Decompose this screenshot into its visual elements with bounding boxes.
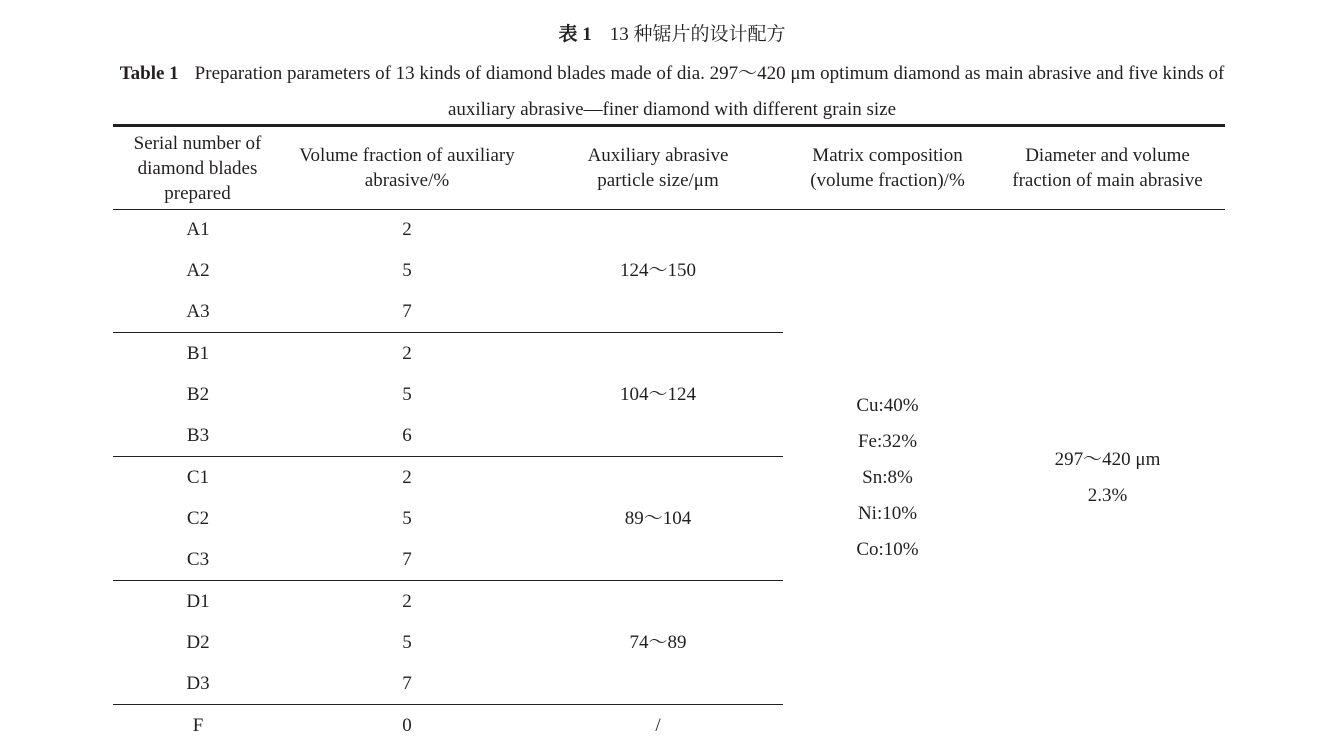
table-top-rule	[113, 124, 1225, 127]
table-row-b1-volume: 2	[402, 343, 412, 364]
matrix-sn: Sn:8%	[862, 467, 913, 488]
header-serial-number: Serial number of diamond blades prepared	[133, 132, 262, 204]
main-abrasive-cell	[995, 442, 1220, 514]
table-row-a1-serial: A1	[186, 219, 210, 240]
header-particle-size: Auxiliary abrasive particle size/μm	[587, 145, 729, 191]
table-row-c1-volume: 2	[402, 467, 412, 488]
table-caption-chinese	[0, 20, 1344, 50]
table-row-a2-volume: 5	[402, 260, 412, 281]
matrix-ni: Ni:10%	[857, 503, 918, 524]
table-title-english: Preparation parameters of 13 kinds of diamond blades made of dia. 297～420 μm optimum diamond as main abrasive and five kinds of auxiliary abrasive—finer diamond with different grain size	[194, 63, 1225, 120]
matrix-composition-cell	[790, 388, 985, 568]
header-volume-fraction: Volume fraction of auxiliary abrasive/%	[299, 145, 515, 191]
group-divider-b	[113, 456, 783, 457]
table-row-d2-serial: D2	[186, 632, 210, 653]
table-row-c3-volume: 7	[402, 549, 412, 570]
table-row-f-serial: F	[192, 715, 204, 736]
table-row-c3-serial: C3	[186, 549, 210, 570]
table-row-c2-serial: C2	[186, 508, 210, 529]
table-row-c2-volume: 5	[402, 508, 412, 529]
matrix-co: Co:10%	[856, 539, 919, 560]
group-c-particle-size: 89～104	[624, 508, 692, 529]
group-divider-c	[113, 580, 783, 581]
group-a-particle-size: 124～150	[619, 260, 696, 281]
table-row-b3-volume: 6	[402, 425, 412, 446]
table-row-c1-serial: C1	[186, 467, 210, 488]
group-divider-a	[113, 332, 783, 333]
table-row-d3-serial: D3	[186, 673, 210, 694]
table-row-a2-serial: A2	[186, 260, 210, 281]
matrix-cu: Cu:40%	[856, 395, 919, 416]
group-f-particle-size: /	[655, 715, 661, 736]
table-row-a3-volume: 7	[402, 301, 412, 322]
main-abrasive-diameter: 297～420 μm	[1054, 449, 1161, 470]
table-row-a3-serial: A3	[186, 301, 210, 322]
table-row-d3-volume: 7	[402, 673, 412, 694]
group-b-particle-size: 104～124	[619, 384, 696, 405]
table-row-d2-volume: 5	[402, 632, 412, 653]
table-label-chinese: 表 1	[558, 24, 592, 45]
table-label-english: Table 1	[119, 63, 179, 84]
group-divider-d	[113, 704, 783, 705]
table-row-a1-volume: 2	[402, 219, 412, 240]
table-row-b2-serial: B2	[186, 384, 210, 405]
header-main-abrasive: Diameter and volume fraction of main abrasive	[1012, 145, 1203, 191]
main-abrasive-volume: 2.3%	[1087, 485, 1128, 506]
table-row-b2-volume: 5	[402, 384, 412, 405]
header-matrix-composition: Matrix composition (volume fraction)/%	[810, 145, 965, 191]
table-row-b3-serial: B3	[186, 425, 210, 446]
table-row-d1-volume: 2	[402, 591, 412, 612]
table-title-chinese: 13 种锯片的设计配方	[609, 24, 786, 45]
table-row-f-volume: 0	[402, 715, 412, 736]
table-header-rule	[113, 209, 1225, 210]
table-row-d1-serial: D1	[186, 591, 210, 612]
table-caption-english	[110, 56, 1234, 128]
group-d-particle-size: 74～89	[629, 632, 687, 653]
table-row-b1-serial: B1	[186, 343, 210, 364]
matrix-fe: Fe:32%	[857, 431, 918, 452]
